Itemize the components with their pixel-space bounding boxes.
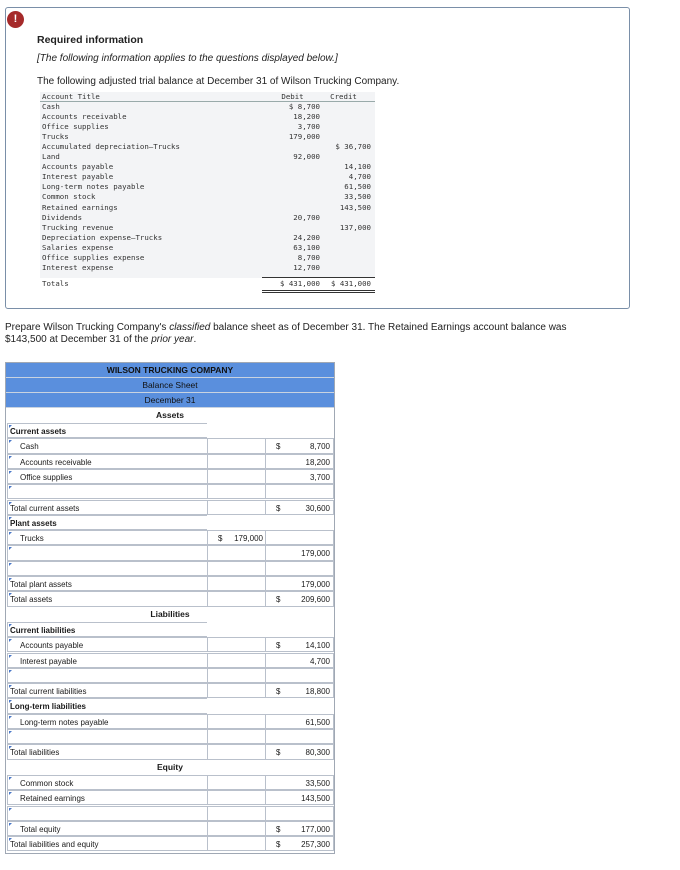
account-label-input[interactable]: Common stock: [7, 775, 207, 790]
debit-amount: 63,100: [293, 242, 320, 252]
trial-balance-header: [40, 92, 375, 102]
trial-balance-row: [40, 192, 375, 202]
account-name: Interest expense: [42, 262, 114, 272]
dollar-sign: $: [276, 687, 281, 697]
amount-input[interactable]: [265, 775, 334, 790]
account-name: Salaries expense: [42, 242, 114, 252]
dropdown-marker-icon: [9, 685, 12, 688]
dropdown-marker-icon: [9, 823, 12, 826]
trial-balance-row: [40, 122, 375, 132]
account-name: Accumulated depreciation—Trucks: [42, 142, 180, 152]
dropdown-marker-icon: [9, 624, 12, 627]
dollar-sign: $: [218, 534, 223, 544]
amount-input[interactable]: [265, 790, 334, 805]
credit-amount: $ 36,700: [335, 142, 371, 152]
subtotal-input[interactable]: [207, 500, 265, 515]
dropdown-marker-icon: [9, 425, 12, 428]
dropdown-marker-icon: [9, 777, 12, 780]
trial-balance-row: [40, 132, 375, 142]
amount-input[interactable]: [265, 469, 334, 484]
dropdown-marker-icon: [9, 456, 12, 459]
dollar-sign: $: [276, 824, 281, 834]
trial-balance-totals: [40, 279, 375, 289]
account-label-input[interactable]: Total equity: [7, 821, 207, 836]
balance-sheet-row: [6, 515, 334, 530]
balance-sheet-row: [6, 698, 334, 713]
amount-value: 209,600: [301, 595, 330, 605]
amount-value: 179,000: [301, 549, 330, 559]
account-label-input[interactable]: Trucks: [7, 530, 207, 545]
balance-sheet-row: [6, 714, 334, 729]
account-name: Cash: [42, 102, 60, 111]
balance-sheet-row: [6, 469, 334, 484]
debit-amount: 3,700: [297, 122, 320, 132]
information-note: [The following information applies to the questions displayed below.]: [37, 53, 338, 64]
amount-value: 143,500: [301, 794, 330, 804]
dropdown-marker-icon: [9, 792, 12, 795]
section-label: Plant assets: [7, 515, 207, 530]
account-label-input[interactable]: [7, 668, 207, 683]
dropdown-marker-icon: [9, 746, 12, 749]
balance-sheet-row: [6, 653, 334, 668]
trial-balance-row: [40, 102, 375, 112]
account-label-input[interactable]: Total current liabilities: [7, 683, 207, 698]
balance-sheet-row: [6, 744, 334, 759]
balance-sheet-row: [6, 500, 334, 515]
credit-amount: 14,100: [344, 162, 371, 172]
subtotal-input[interactable]: [207, 836, 265, 851]
dropdown-marker-icon: [9, 731, 12, 734]
dollar-sign: $: [276, 840, 281, 850]
credit-amount: 4,700: [348, 172, 371, 182]
dropdown-marker-icon: [9, 486, 12, 489]
subtotal-input[interactable]: [207, 683, 265, 698]
dropdown-marker-icon: [9, 639, 12, 642]
dropdown-marker-icon: [9, 517, 12, 520]
balance-sheet-row: [6, 438, 334, 453]
amount-value: 177,000: [301, 824, 330, 834]
account-label-input[interactable]: Long-term notes payable: [7, 714, 207, 729]
account-name: Trucking revenue: [42, 222, 114, 232]
dropdown-marker-icon: [9, 808, 12, 811]
amount-value: 18,200: [305, 457, 330, 467]
credit-amount: 61,500: [344, 182, 371, 192]
trial-balance-row: [40, 253, 375, 263]
amount-value: 3,700: [309, 472, 330, 482]
balance-sheet-row: [6, 729, 334, 744]
dropdown-marker-icon: [9, 838, 12, 841]
subtotal-input[interactable]: [207, 775, 265, 790]
subtotal-input[interactable]: [207, 469, 265, 484]
balance-sheet-row: [6, 790, 334, 805]
credit-amount: 137,000: [339, 222, 371, 232]
amount-input[interactable]: [265, 576, 334, 591]
dollar-sign: $: [276, 748, 281, 758]
account-label-input[interactable]: Cash: [7, 438, 207, 453]
account-name: Accounts receivable: [42, 112, 127, 122]
account-title-header: Account Title: [42, 92, 100, 101]
dropdown-marker-icon: [9, 593, 12, 596]
debit-amount: 24,200: [293, 232, 320, 242]
subtotal-input[interactable]: [207, 806, 265, 821]
balance-sheet-row: [6, 775, 334, 790]
debit-total: $ 431,000: [279, 278, 320, 288]
statement-name: Balance Sheet: [6, 378, 334, 393]
balance-sheet-row: [6, 591, 334, 606]
amount-input[interactable]: [265, 714, 334, 729]
amount-value: 4,700: [309, 656, 330, 666]
dollar-sign: $: [276, 641, 281, 651]
account-label-input[interactable]: [7, 561, 207, 576]
account-label-input[interactable]: [7, 729, 207, 744]
debit-amount: 20,700: [293, 212, 320, 222]
section-label: Current liabilities: [7, 622, 207, 637]
liabilities-heading: Liabilities: [150, 608, 190, 619]
trial-balance-row: [40, 172, 375, 182]
trial-balance-row: [40, 162, 375, 172]
account-label-input[interactable]: Total liabilities: [7, 744, 207, 759]
amount-input[interactable]: [265, 683, 334, 698]
account-label-input[interactable]: Total plant assets: [7, 576, 207, 591]
amount-input[interactable]: [265, 484, 334, 499]
section-label: Current assets: [7, 423, 207, 438]
amount-input[interactable]: [265, 545, 334, 560]
amount-value: 80,300: [305, 748, 330, 758]
amount-input[interactable]: [265, 500, 334, 515]
required-information-title: Required information: [37, 34, 144, 46]
account-label-input[interactable]: Total current assets: [7, 500, 207, 515]
subtotal-input[interactable]: [207, 790, 265, 805]
subtotal-amount: 179,000: [234, 534, 263, 544]
subtotal-input[interactable]: [207, 591, 265, 606]
balance-sheet-row: [6, 668, 334, 683]
subtotal-input[interactable]: [207, 714, 265, 729]
account-name: Trucks: [42, 132, 69, 142]
account-name: Common stock: [42, 192, 96, 202]
account-label-input[interactable]: Total liabilities and equity: [7, 836, 207, 851]
amount-input[interactable]: [265, 668, 334, 683]
dropdown-marker-icon: [9, 440, 12, 443]
balance-sheet-row: [6, 637, 334, 652]
trial-balance-row: [40, 263, 375, 273]
dollar-sign: $: [276, 595, 281, 605]
trial-balance-row: [40, 243, 375, 253]
amount-value: 18,800: [305, 687, 330, 697]
dropdown-marker-icon: [9, 502, 12, 505]
balance-sheet-row: [6, 836, 334, 851]
balance-sheet-row: [6, 484, 334, 499]
dropdown-marker-icon: [9, 547, 12, 550]
question-prompt: Prepare Wilson Trucking Company's classified balance sheet as of December 31. The Retained Earnings account balance was $143,500 at December 31 of the prior year.: [5, 322, 567, 345]
amount-input[interactable]: [265, 591, 334, 606]
amount-input[interactable]: [265, 806, 334, 821]
totals-label: Totals: [42, 278, 69, 288]
amount-value: 8,700: [309, 442, 330, 452]
amount-input[interactable]: [265, 744, 334, 759]
account-label-input[interactable]: Total assets: [7, 591, 207, 606]
balance-sheet-row: [6, 423, 334, 438]
debit-header: Debit: [281, 92, 304, 101]
balance-sheet-row: [6, 545, 334, 560]
dropdown-marker-icon: [9, 655, 12, 658]
trial-balance-row: [40, 213, 375, 223]
balance-sheet-row: [6, 683, 334, 698]
subtotal-input[interactable]: [207, 454, 265, 469]
credit-amount: 143,500: [339, 202, 371, 212]
subtotal-input[interactable]: [207, 576, 265, 591]
amount-value: 14,100: [305, 641, 330, 651]
subtotal-input[interactable]: [207, 744, 265, 759]
section-label: Long-term liabilities: [7, 698, 207, 713]
dropdown-marker-icon: [9, 471, 12, 474]
debit-amount: 12,700: [293, 262, 320, 272]
dollar-sign: $: [276, 442, 281, 452]
trial-balance-row: [40, 142, 375, 152]
amount-value: 33,500: [305, 778, 330, 788]
account-name: Dividends: [42, 212, 83, 222]
subtotal-input[interactable]: [207, 668, 265, 683]
assets-heading: Assets: [156, 410, 184, 420]
trial-balance-row: [40, 152, 375, 162]
amount-value: 257,300: [301, 840, 330, 850]
account-label-input[interactable]: Accounts payable: [7, 637, 207, 652]
trial-balance-row: [40, 233, 375, 243]
trial-balance-row: [40, 223, 375, 233]
subtotal-input[interactable]: [207, 821, 265, 836]
subtotal-input[interactable]: [207, 545, 265, 560]
account-label-input[interactable]: [7, 545, 207, 560]
balance-sheet-row: [6, 821, 334, 836]
balance-sheet-row: [6, 530, 334, 545]
dropdown-marker-icon: [9, 532, 12, 535]
dollar-sign: $: [276, 503, 281, 513]
account-name: Long-term notes payable: [42, 182, 145, 192]
debit-amount: $ 8,700: [288, 102, 320, 111]
subtotal-input[interactable]: [207, 729, 265, 744]
debit-amount: 92,000: [293, 152, 320, 162]
trial-balance-row: [40, 112, 375, 122]
account-label-input[interactable]: Interest payable: [7, 653, 207, 668]
account-name: Land: [42, 152, 60, 162]
debit-amount: 18,200: [293, 112, 320, 122]
account-label-input[interactable]: Retained earnings: [7, 790, 207, 805]
amount-value: 30,600: [305, 503, 330, 513]
balance-sheet-worksheet: [5, 362, 335, 854]
debit-amount: 8,700: [297, 252, 320, 262]
account-name: Accounts payable: [42, 162, 114, 172]
balance-sheet-row: [6, 561, 334, 576]
trial-balance-row: [40, 182, 375, 192]
dropdown-marker-icon: [9, 716, 12, 719]
debit-amount: 179,000: [288, 132, 320, 142]
dropdown-marker-icon: [9, 563, 12, 566]
balance-sheet-row: [6, 806, 334, 821]
account-label-input[interactable]: Accounts receivable: [7, 454, 207, 469]
credit-amount: 33,500: [344, 192, 371, 202]
amount-input[interactable]: [265, 729, 334, 744]
amount-value: 179,000: [301, 580, 330, 589]
amount-input[interactable]: [265, 637, 334, 652]
amount-input[interactable]: [265, 438, 334, 453]
amount-value: 61,500: [305, 717, 330, 727]
statement-date: December 31: [6, 393, 334, 408]
amount-input[interactable]: [265, 561, 334, 576]
balance-sheet-row: [6, 454, 334, 469]
account-name: Retained earnings: [42, 202, 118, 212]
account-name: Depreciation expense—Trucks: [42, 232, 163, 242]
amount-input[interactable]: [265, 836, 334, 851]
account-name: Interest payable: [42, 172, 114, 182]
balance-sheet-row: [6, 622, 334, 637]
account-label-input[interactable]: Office supplies: [7, 469, 207, 484]
company-name: WILSON TRUCKING COMPANY: [6, 363, 334, 378]
subtotal-input[interactable]: [207, 438, 265, 453]
subtotal-input[interactable]: [207, 653, 265, 668]
subtotal-input[interactable]: [207, 530, 265, 545]
dropdown-marker-icon: [9, 578, 12, 581]
dropdown-marker-icon: [9, 670, 12, 673]
alert-icon: !: [7, 11, 24, 28]
amount-input[interactable]: [265, 821, 334, 836]
subtotal-input[interactable]: [207, 484, 265, 499]
balance-sheet-row: [6, 576, 334, 591]
subtotal-input[interactable]: [207, 637, 265, 652]
credit-total: $ 431,000: [330, 278, 371, 288]
equity-heading: Equity: [157, 761, 183, 772]
account-label-input[interactable]: [7, 806, 207, 821]
trial-balance-intro: The following adjusted trial balance at December 31 of Wilson Trucking Company.: [37, 76, 400, 87]
amount-input[interactable]: [265, 530, 334, 545]
amount-input[interactable]: [265, 653, 334, 668]
subtotal-input[interactable]: [207, 561, 265, 576]
account-name: Office supplies: [42, 122, 109, 132]
credit-header: Credit: [330, 92, 357, 101]
account-name: Office supplies expense: [42, 252, 145, 262]
dropdown-marker-icon: [9, 700, 12, 703]
amount-input[interactable]: [265, 454, 334, 469]
account-label-input[interactable]: [7, 484, 207, 499]
trial-balance-row: [40, 203, 375, 213]
